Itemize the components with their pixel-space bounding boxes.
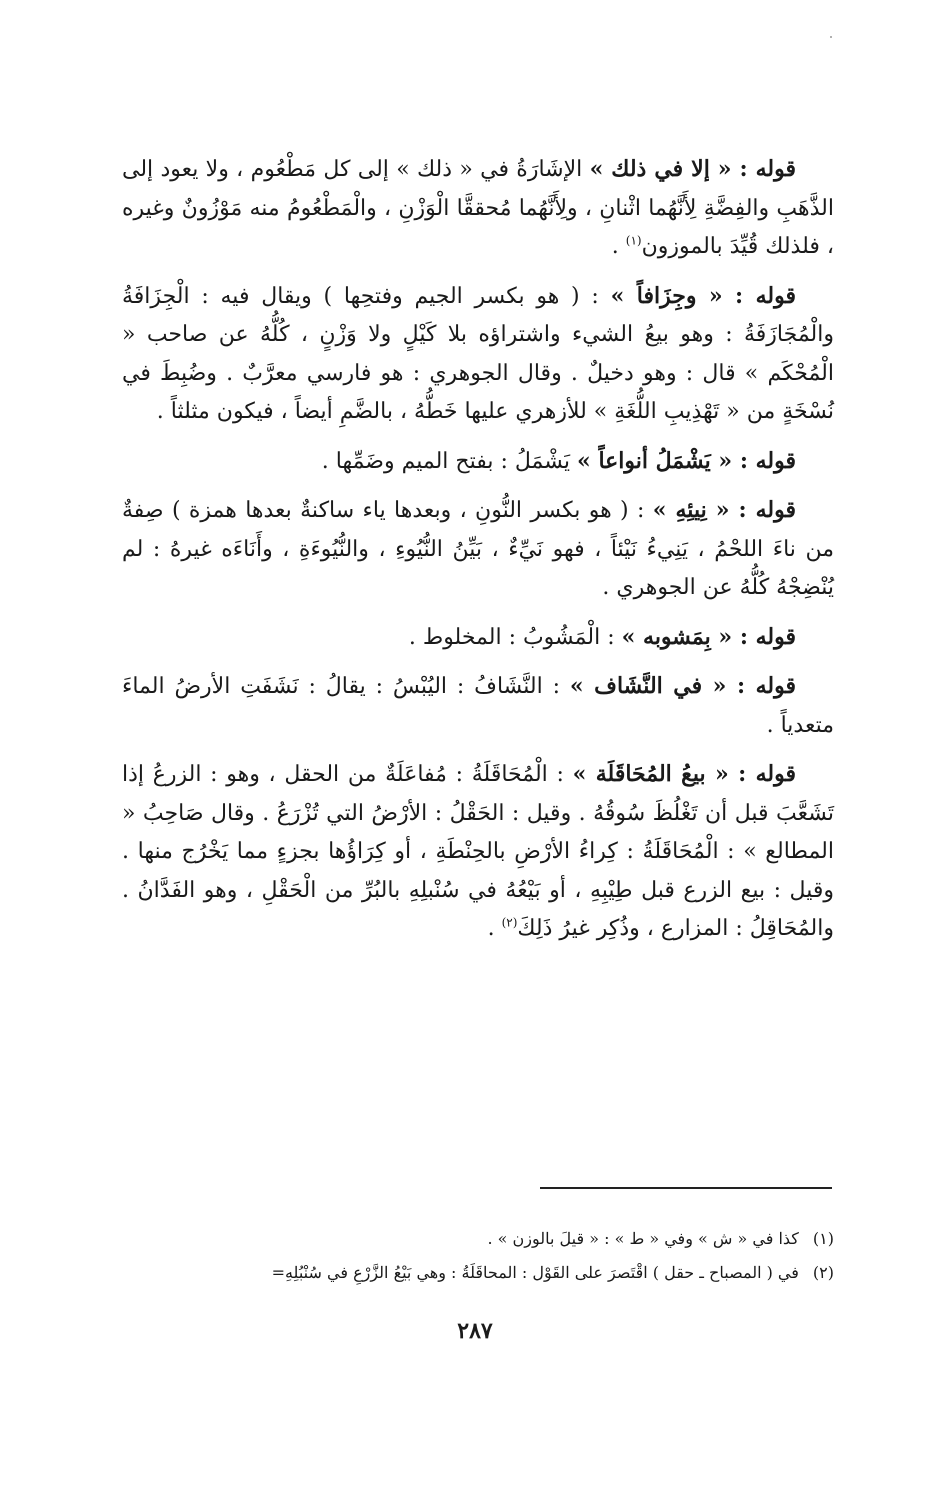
paragraph-text: : الْمُحَاقَلَةُ : مُفاعَلَةٌ من الحقل ، وهو : الزرعُ إذا تَشَعَّبَ قبل أن تَغْلُظَ سُوقُهُ . وقيل : الحَقْلُ : الأرْضُ التي تُزْرَعُ . وقال صَاحِبُ « المطالع » : الْمُحَاقَلَةُ : كِراءُ الأرْضِ بالحِنْطَةِ ، أو كِرَاؤُها بجزءٍ مما يَخْرُج منها . وقيل : بيع الزرع قبل طِيْبِهِ ، أو بَيْعُهُ في سُنْبلِهِ بالبُرِّ من الْحَقْلِ ، وهو الفَدَّانُ . والمُحَاقِلُ : المزارع ، وذُكِر غيرُ ذَلِكَ <box>122 762 834 941</box>
paragraph <box>122 150 834 267</box>
footnote-text: كذا في « ش » وفي « ط » : « قيلَ بالوزن » . <box>487 1229 799 1248</box>
footnote-number: (١) <box>812 1229 834 1248</box>
paragraph <box>122 618 834 658</box>
paragraph <box>122 755 834 949</box>
paragraph-tail: . <box>487 916 502 941</box>
paragraph-tail: . <box>611 234 626 259</box>
footnote-number: (٢) <box>812 1263 834 1282</box>
paragraph-text: : ( هو بكسر النُّونِ ، وبعدها ياء ساكنةٌ بعدها همزة ) صِفةٌ من ناءَ اللحْمُ ، يَنِيءُ نَيْئاً ، فهو نَيِّءٌ ، بَيِّنُ النُّيُوءِ ، والنُّيُوءَةِ ، وأَنَاءَه غيرهُ : لم يُنْضِجْهُ كُلُّهُ عن الجوهري . <box>122 498 834 600</box>
paragraph-lead: قوله : « بيعُ المُحَاقَلَة » <box>572 761 796 787</box>
paragraph-text: الإشَارَةُ في « ذلك » إلى كل مَطْعُوم ، ولا يعود إلى الذَّهَبِ والفِضَّةِ لِأَنَّهُما اثْنانِ ، ولِأَنَّهُما مُحققَّا الْوَزْنِ ، والْمَطْعُومُ منه مَوْزُونٌ وغيره ، فلذلك قُيِّدَ بالموزون <box>122 157 834 259</box>
paragraph-text: : الْمَشُوبُ : المخلوط . <box>408 624 622 650</box>
footnote <box>120 1256 834 1290</box>
scan-speck <box>830 36 832 38</box>
paragraph-lead: قوله : « في النَّشَاف » <box>569 673 796 699</box>
footnote-separator <box>540 1187 832 1189</box>
paragraph-text: يَشْمَلُ : بفتح الميم وضَمِّها . <box>321 448 578 474</box>
main-text <box>122 150 834 959</box>
paragraph-text: : ( هو بكسر الجيم وفتحِها ) ويقال فيه : الْجِزَافَةُ والْمُجَازَفَةُ : وهو بيعُ الشيء واشتراؤه بلا كَيْلٍ ولا وَزْنٍ ، كُلُّهُ عن صاحب « الْمُحْكَم » قال : وهو دخيلٌ . وقال الجوهري : هو فارسي معرَّبٌ . وضُبِطَ في نُسْخَةٍ من « تَهْذِيبِ اللُّغَةِ » للأزهري عليها خَطُّهُ ، بالضَّمِ أيضاً ، فيكون مثلثاً . <box>122 283 834 424</box>
paragraph <box>122 277 834 432</box>
paragraph-text: : النَّشَافُ : اليُبْسُ : يقالُ : نَشَفَتِ الأرضُ الماءَ متعدياً . <box>122 674 834 738</box>
paragraph-lead: قوله : « نِيئِهِ » <box>652 497 796 523</box>
paragraph <box>122 442 834 482</box>
paragraph-lead: قوله : « يَشْمَلُ أنواعاً » <box>577 447 796 474</box>
paragraph <box>122 667 834 745</box>
footnote-ref: (٢) <box>501 915 518 930</box>
page-number: ٢٨٧ <box>457 1318 493 1344</box>
paragraph-lead: قوله : « بِمَشوبه » <box>621 623 796 650</box>
footnote <box>120 1222 834 1256</box>
paragraph-lead: قوله : « إلا في ذلك » <box>589 156 796 182</box>
paragraph <box>122 491 834 608</box>
footnote-ref: (١) <box>625 233 642 248</box>
footnotes <box>120 1222 834 1290</box>
footnote-text: في ( المصباح ـ حقل ) اقْتَصرَ على القَوْل : المحاقَلَةُ : وهي بَيْعُ الزَّرْعِ في سُنْبُلِهِ= <box>271 1263 799 1282</box>
paragraph-lead: قوله : « وجِزَافاً » <box>610 282 796 309</box>
